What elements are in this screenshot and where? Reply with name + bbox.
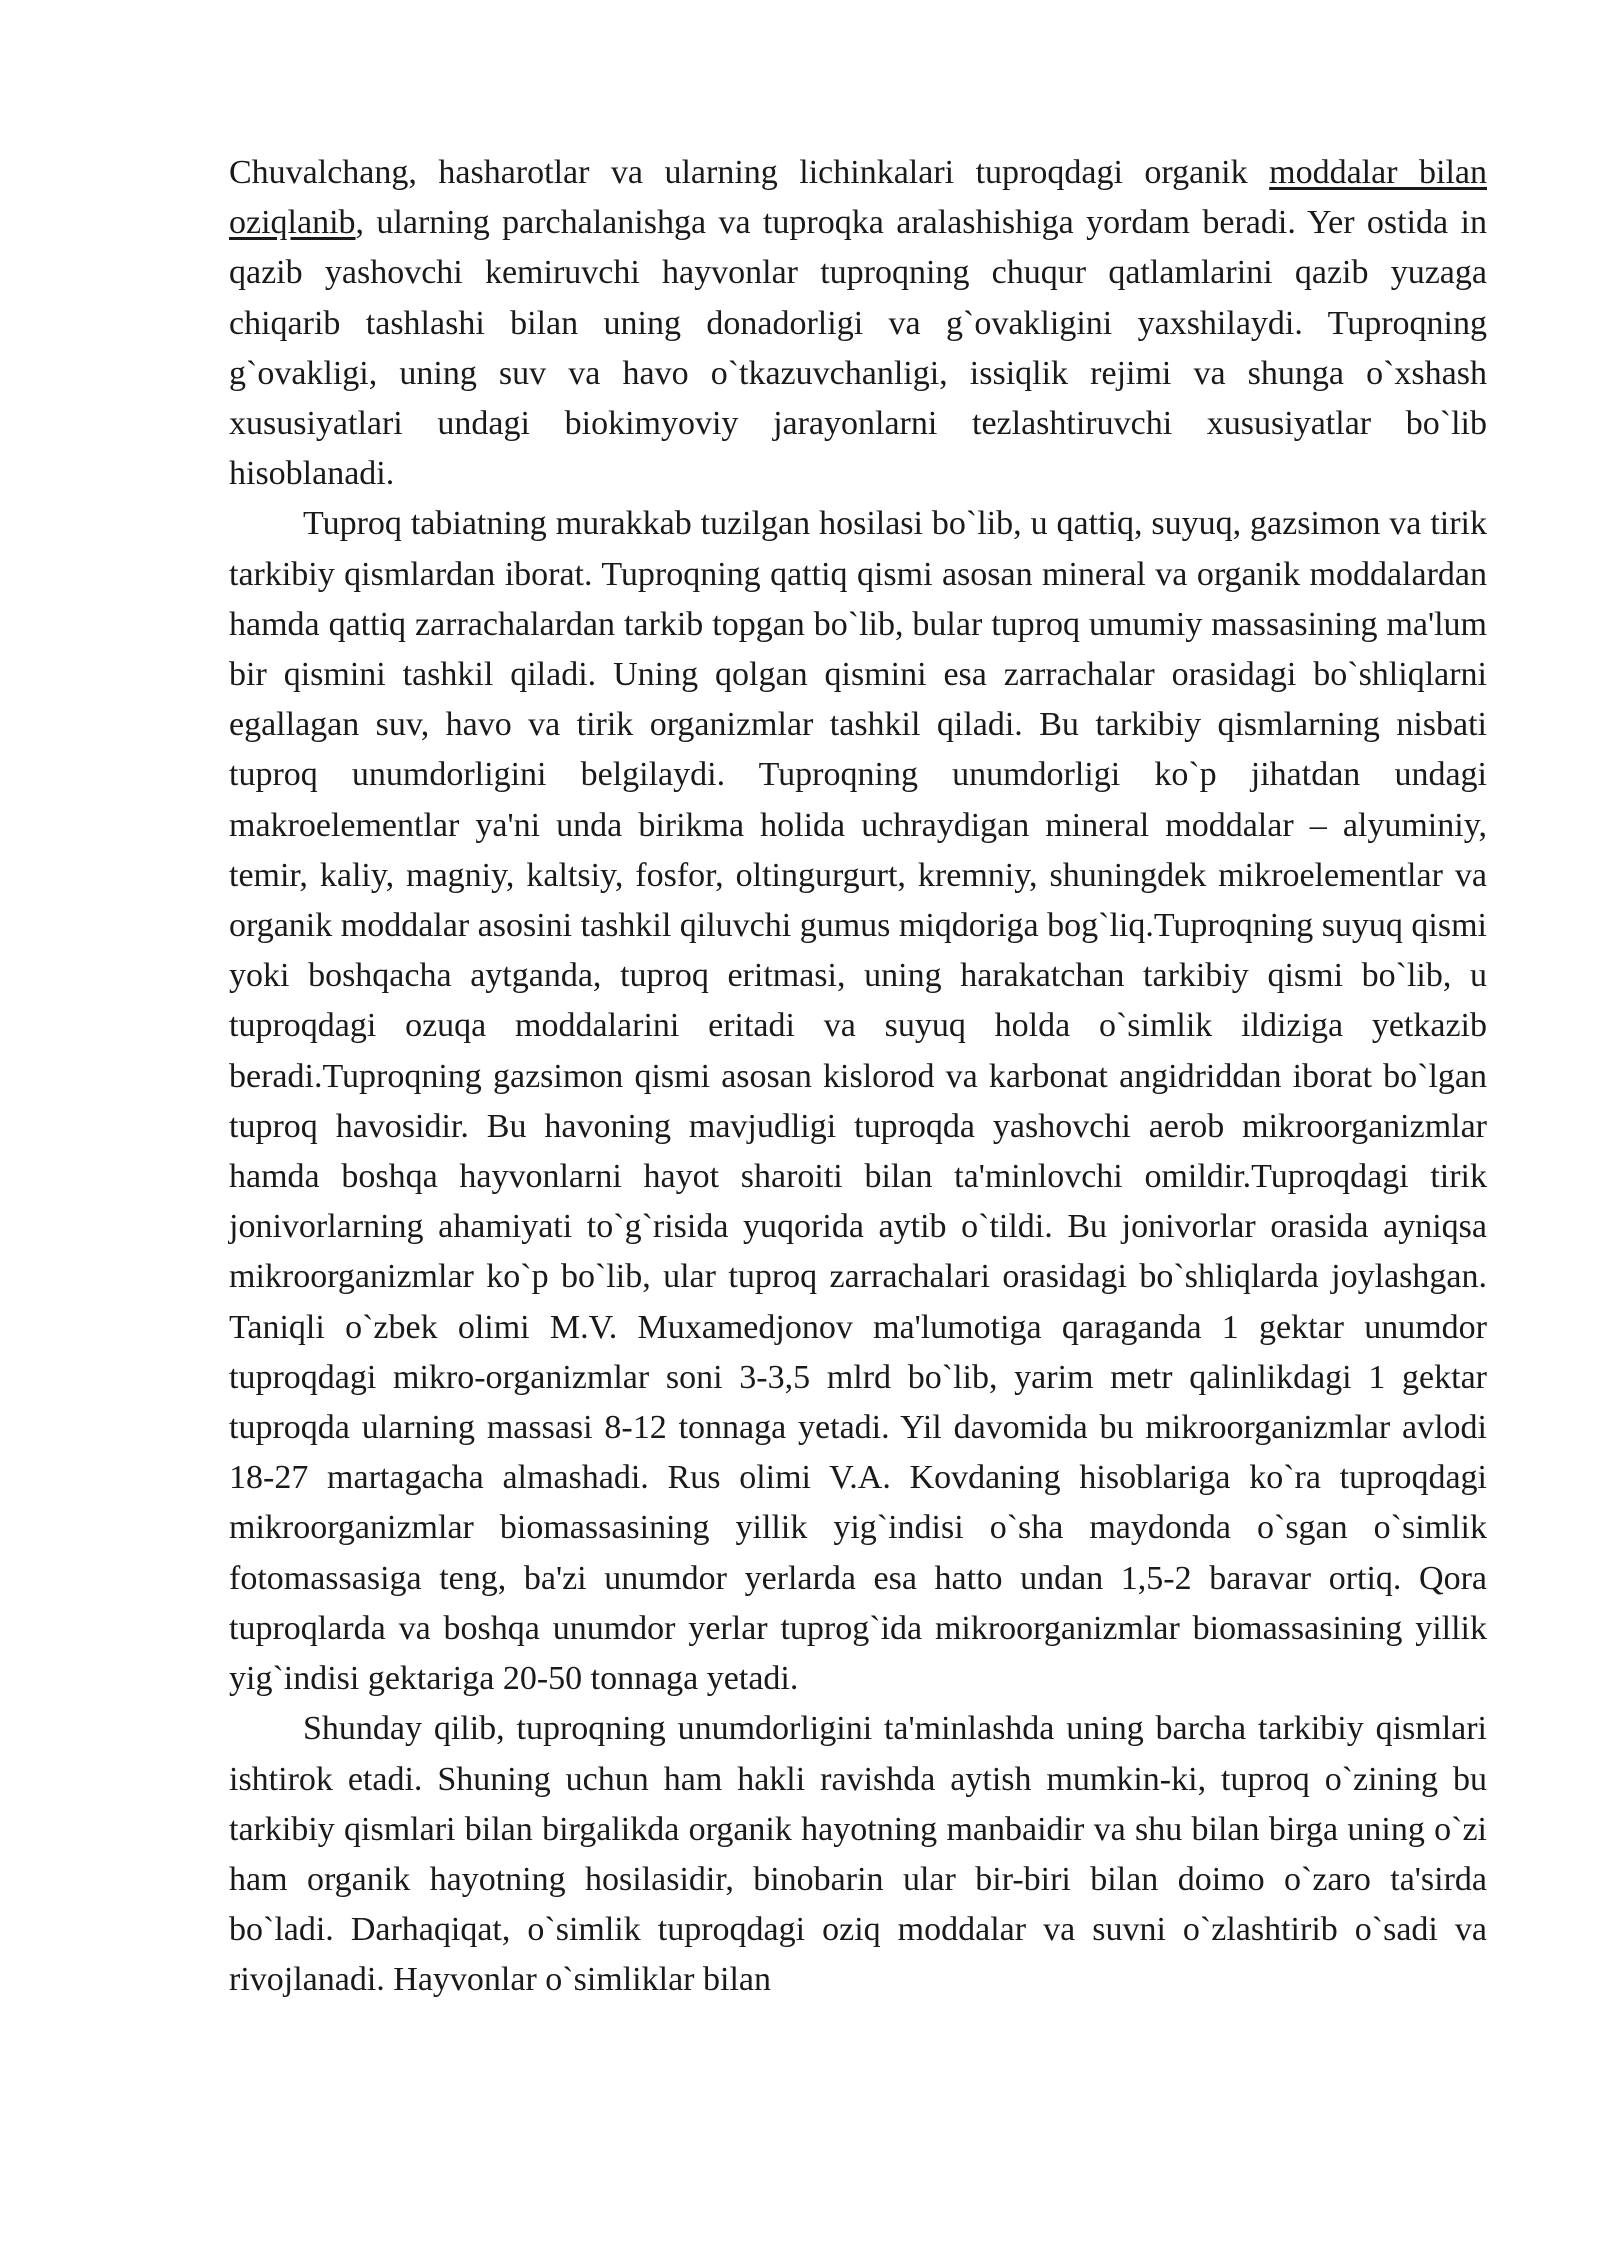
document-page	[229, 148, 1487, 2006]
paragraph-1-start: Chuvalchang, hasharotlar va ularning lichinkalari tuproqdagi organik	[229, 154, 1270, 191]
underlined-phrase: moddalar bilan oziqlanib	[229, 154, 1487, 242]
paragraph-2: Tuproq tabiatning murakkab tuzilgan hosilasi bo`lib, u qattiq, suyuq, gazsimon va tirik tarkibiy qismlardan iborat. Tuproqning qattiq qismi asosan mineral va organik moddalardan hamda qattiq zarrachalardan tarkib topgan bo`lib, bular tuproq umumiy massasining ma'lum bir qismini tashkil qiladi. Uning qolgan qismini esa zarrachalar orasidagi bo`shliqlarni egallagan suv, havo va tirik organizmlar tashkil qiladi. Bu tarkibiy qismlarning nisbati tuproq unumdorligini belgilaydi. Tuproqning unumdorligi ko`p jihatdan undagi makroelementlar ya'ni unda birikma holida uchraydigan mineral moddalar – alyuminiy, temir, kaliy, magniy, kaltsiy, fosfor, oltingurgurt, kremniy, shuningdek mikroelementlar va organik moddalar asosini tashkil qiluvchi gumus miqdoriga bog`liq.Tuproqning suyuq qismi yoki boshqacha aytganda, tuproq eritmasi, uning harakatchan tarkibiy qismi bo`lib, u tuproqdagi ozuqa moddalarini eritadi va suyuq holda o`simlik ildiziga yetkazib beradi.Tuproqning gazsimon qismi asosan kislorod va karbonat angidriddan iborat bo`lgan tuproq havosidir. Bu havoning mavjudligi tuproqda yashovchi aerob mikroorganizmlar hamda boshqa hayvonlarni hayot sharoiti bilan ta'minlovchi omildir.Tuproqdagi tirik jonivorlarning ahamiyati to`g`risida yuqorida aytib o`tildi. Bu jonivorlar orasida ayniqsa mikroorganizmlar ko`p bo`lib, ular tuproq zarrachalari orasidagi bo`shliqlarda joylashgan. Taniqli o`zbek olimi M.V. Muxamedjonov ma'lumotiga qaraganda 1 gektar unumdor tuproqdagi mikro-organizmlar soni 3-3,5 mlrd bo`lib, yarim metr qalinlikdagi 1 gektar tuproqda ularning massasi 8-12 tonnaga yetadi. Yil davomida bu mikroorganizmlar avlodi 18-27 martagacha almashadi. Rus olimi V.A. Kovdaning hisoblariga ko`ra tuproqdagi mikroorganizmlar biomassasining yillik yig`indisi o`sha maydonda o`sgan o`simlik fotomassasiga teng, ba'zi unumdor yerlarda esa hatto undan 1,5-2 baravar ortiq. Qora tuproqlarda va boshqa unumdor yerlar tuprog`ida mikroorganizmlar biomassasining yillik yig`indisi gektariga 20-50 tonnaga yetadi.	[229, 505, 1487, 1698]
paragraph-1-rest: , ularning parchalanishga va tuproqka aralashishiga yordam beradi. Yer ostida in qazib yashovchi kemiruvchi hayvonlar tuproqning chuqur qatlamlarini qazib yuzaga chiqarib tashlashi bilan uning donadorligi va g`ovakligini yaxshilaydi. Tuproqning g`ovakligi, uning suv va havo o`tkazuvchanligi, issiqlik rejimi va shunga o`xshash xususiyatlari undagi biokimyoviy jarayonlarni tezlashtiruvchi xususiyatlar bo`lib hisoblanadi.	[229, 204, 1487, 493]
paragraph-3: Shunday qilib, tuproqning unumdorligini ta'minlashda uning barcha tarkibiy qismlari ishtirok etadi. Shuning uchun ham hakli ravishda aytish mumkin-ki, tuproq o`zining bu tarkibiy qismlari bilan birgalikda organik hayotning manbaidir va shu bilan birga uning o`zi ham organik hayotning hosilasidir, binobarin ular bir-biri bilan doimo o`zaro ta'sirda bo`ladi. Darhaqiqat, o`simlik tuproqdagi oziq moddalar va suvni o`zlashtirib o`sadi va rivojlanadi. Hayvonlar o`simliklar bilan	[229, 1710, 1487, 1999]
paragraph-1	[229, 148, 1487, 499]
